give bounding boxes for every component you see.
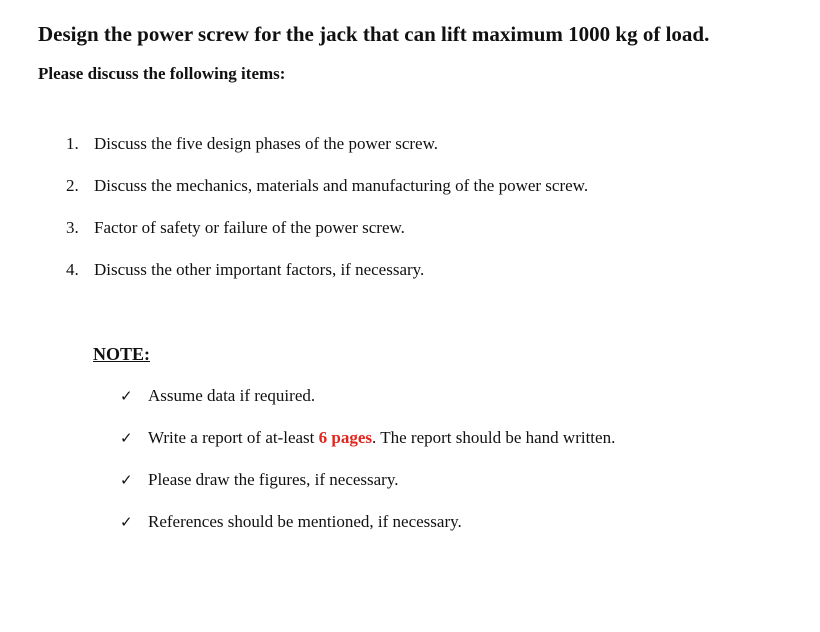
item-number: 3. bbox=[66, 218, 79, 237]
item-number: 4. bbox=[66, 260, 79, 279]
list-item bbox=[66, 218, 588, 260]
item-text: Discuss the mechanics, materials and manufacturing of the power screw. bbox=[94, 176, 589, 195]
note-text: References should be mentioned, if necessary. bbox=[148, 512, 462, 531]
list-item bbox=[66, 260, 588, 302]
note-text: Assume data if required. bbox=[148, 386, 316, 405]
page-count-highlight: 6 pages bbox=[318, 428, 373, 447]
assignment-title: Design the power screw for the jack that can lift maximum 1000 kg of load. bbox=[38, 22, 710, 46]
list-item bbox=[120, 512, 615, 554]
note-bullets-list bbox=[120, 386, 615, 554]
list-item bbox=[66, 176, 588, 218]
note-text: Please draw the figures, if necessary. bbox=[148, 470, 399, 489]
checkmark-icon: ✓ bbox=[120, 471, 133, 489]
list-item bbox=[120, 470, 615, 512]
list-item bbox=[66, 134, 588, 176]
note-text-before: Write a report of at-least bbox=[148, 428, 319, 447]
checkmark-icon: ✓ bbox=[120, 387, 133, 405]
item-number: 1. bbox=[66, 134, 79, 153]
assignment-subtitle: Please discuss the following items: bbox=[38, 64, 286, 83]
note-heading: NOTE: bbox=[93, 344, 151, 364]
list-item bbox=[120, 386, 615, 428]
item-text: Discuss the five design phases of the power screw. bbox=[94, 134, 439, 153]
checkmark-icon: ✓ bbox=[120, 429, 133, 447]
item-text: Discuss the other important factors, if necessary. bbox=[94, 260, 425, 279]
list-item bbox=[120, 428, 615, 470]
discussion-items-list bbox=[66, 134, 588, 302]
item-text: Factor of safety or failure of the power screw. bbox=[94, 218, 405, 237]
checkmark-icon: ✓ bbox=[120, 513, 133, 531]
note-text-after: . The report should be hand written. bbox=[372, 428, 616, 447]
item-number: 2. bbox=[66, 176, 79, 195]
